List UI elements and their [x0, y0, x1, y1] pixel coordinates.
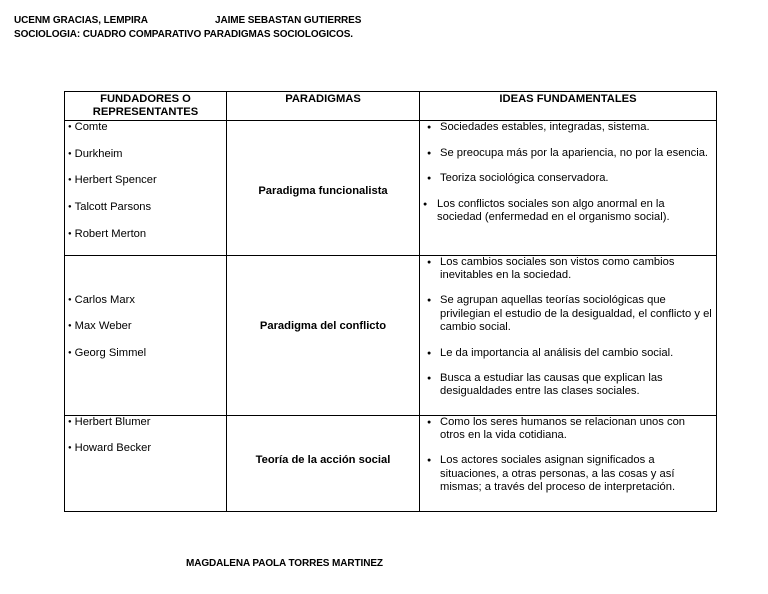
list-item: ● Los conflictos sociales son algo anormal en la sociedad (enfermedad en el organismo social). [423, 198, 670, 224]
founders-cell [65, 415, 227, 511]
paradigm-name: Teoría de la acción social [255, 453, 391, 466]
paradigm-name: Paradigma funcionalista [258, 185, 388, 197]
table-row [65, 121, 717, 256]
idea-text: Se agrupan aquellas teorías sociológicas que privilegian el estudio de la desigualdad, el conflicto y el cambio social. [440, 294, 712, 333]
list-item: ● Sociedades estables, integradas, sistema. [427, 121, 650, 133]
idea-text: Busca a estudiar las causas que explican las desigualdades entre las clases sociales. [440, 372, 663, 398]
idea-text: Se preocupa más por la apariencia, no por la esencia. [440, 146, 709, 159]
list-item: ● Howard Becker [68, 442, 226, 455]
paradigm-cell [227, 255, 420, 415]
list-item: ● Georg Simmel [68, 347, 226, 360]
author-name: JAIME SEBASTAN GUTIERRES [215, 15, 362, 26]
ideas-column-header [420, 92, 717, 121]
table-row [65, 415, 717, 511]
list-item: ● Teoriza sociológica conservadora. [427, 172, 609, 185]
idea-text: Teoriza sociológica conservadora. [440, 172, 609, 185]
list-item: ● Los cambios sociales son vistos como cambios inevitables en la sociedad. [427, 255, 675, 281]
ideas-header-label: IDEAS FUNDAMENTALES [499, 93, 637, 105]
ideas-cell [420, 121, 717, 256]
list-item: ● Herbert Spencer [68, 174, 226, 187]
list-item: ● Le da importancia al análisis del cambio social. [427, 346, 674, 359]
idea-text: Como los seres humanos se relacionan unos con otros en la vida cotidiana. [440, 415, 686, 441]
paradigms-column-header [227, 92, 420, 121]
ideas-cell [420, 255, 717, 415]
list-item: ● Comte [68, 121, 226, 134]
list-item: ● Se preocupa más por la apariencia, no por la esencia. [427, 146, 709, 159]
list-item: ● Max Weber [68, 320, 226, 333]
paradigm-name: Paradigma del conflicto [259, 319, 387, 332]
founders-cell [65, 121, 227, 256]
idea-text: Sociedades estables, integradas, sistema. [440, 121, 650, 133]
list-item: ● Como los seres humanos se relacionan unos con otros en la vida cotidiana. [427, 415, 686, 441]
paradigm-cell [227, 415, 420, 511]
founders-column-header [65, 92, 227, 121]
signer-name: MAGDALENA PAOLA TORRES MARTINEZ [186, 558, 383, 569]
founders-header-line2: REPRESENTANTES [92, 106, 199, 119]
paradigms-header-label: PARADIGMAS [285, 93, 361, 105]
idea-text: Los conflictos sociales son algo anormal en la sociedad (enfermedad en el organismo social). [437, 198, 670, 224]
list-item: ● Busca a estudiar las causas que explican las desigualdades entre las clases sociales. [427, 372, 663, 398]
list-item: ● Durkheim [68, 148, 226, 161]
school-name: UCENM GRACIAS, LEMPIRA [14, 15, 148, 26]
idea-text: Los actores sociales asignan significados a situaciones, a otras personas, a las cosas y así mismas; a través del proceso de interpretación. [440, 454, 676, 493]
founders-cell [65, 255, 227, 415]
list-item: ● Los actores sociales asignan significados a situaciones, a otras personas, a las cosas y así mismas; a través del proceso de interpretación. [427, 454, 676, 493]
idea-text: Los cambios sociales son vistos como cambios inevitables en la sociedad. [440, 255, 675, 281]
paradigm-cell [227, 121, 420, 256]
table-header-row [65, 92, 717, 121]
list-item: ● Herbert Blumer [68, 416, 226, 429]
comparison-table [64, 91, 717, 512]
document-subject: SOCIOLOGIA: CUADRO COMPARATIVO PARADIGMAS SOCIOLOGICOS. [14, 29, 353, 40]
founders-header-line1: FUNDADORES O [100, 93, 191, 105]
ideas-cell [420, 415, 717, 511]
list-item: ● Talcott Parsons [68, 201, 226, 214]
table-row [65, 255, 717, 415]
idea-text: Le da importancia al análisis del cambio social. [440, 346, 674, 359]
list-item: ● Se agrupan aquellas teorías sociológicas que privilegian el estudio de la desigualdad, el conflicto y el cambio social. [427, 294, 712, 333]
list-item: ● Robert Merton [68, 228, 226, 241]
list-item: ● Carlos Marx [68, 294, 226, 307]
